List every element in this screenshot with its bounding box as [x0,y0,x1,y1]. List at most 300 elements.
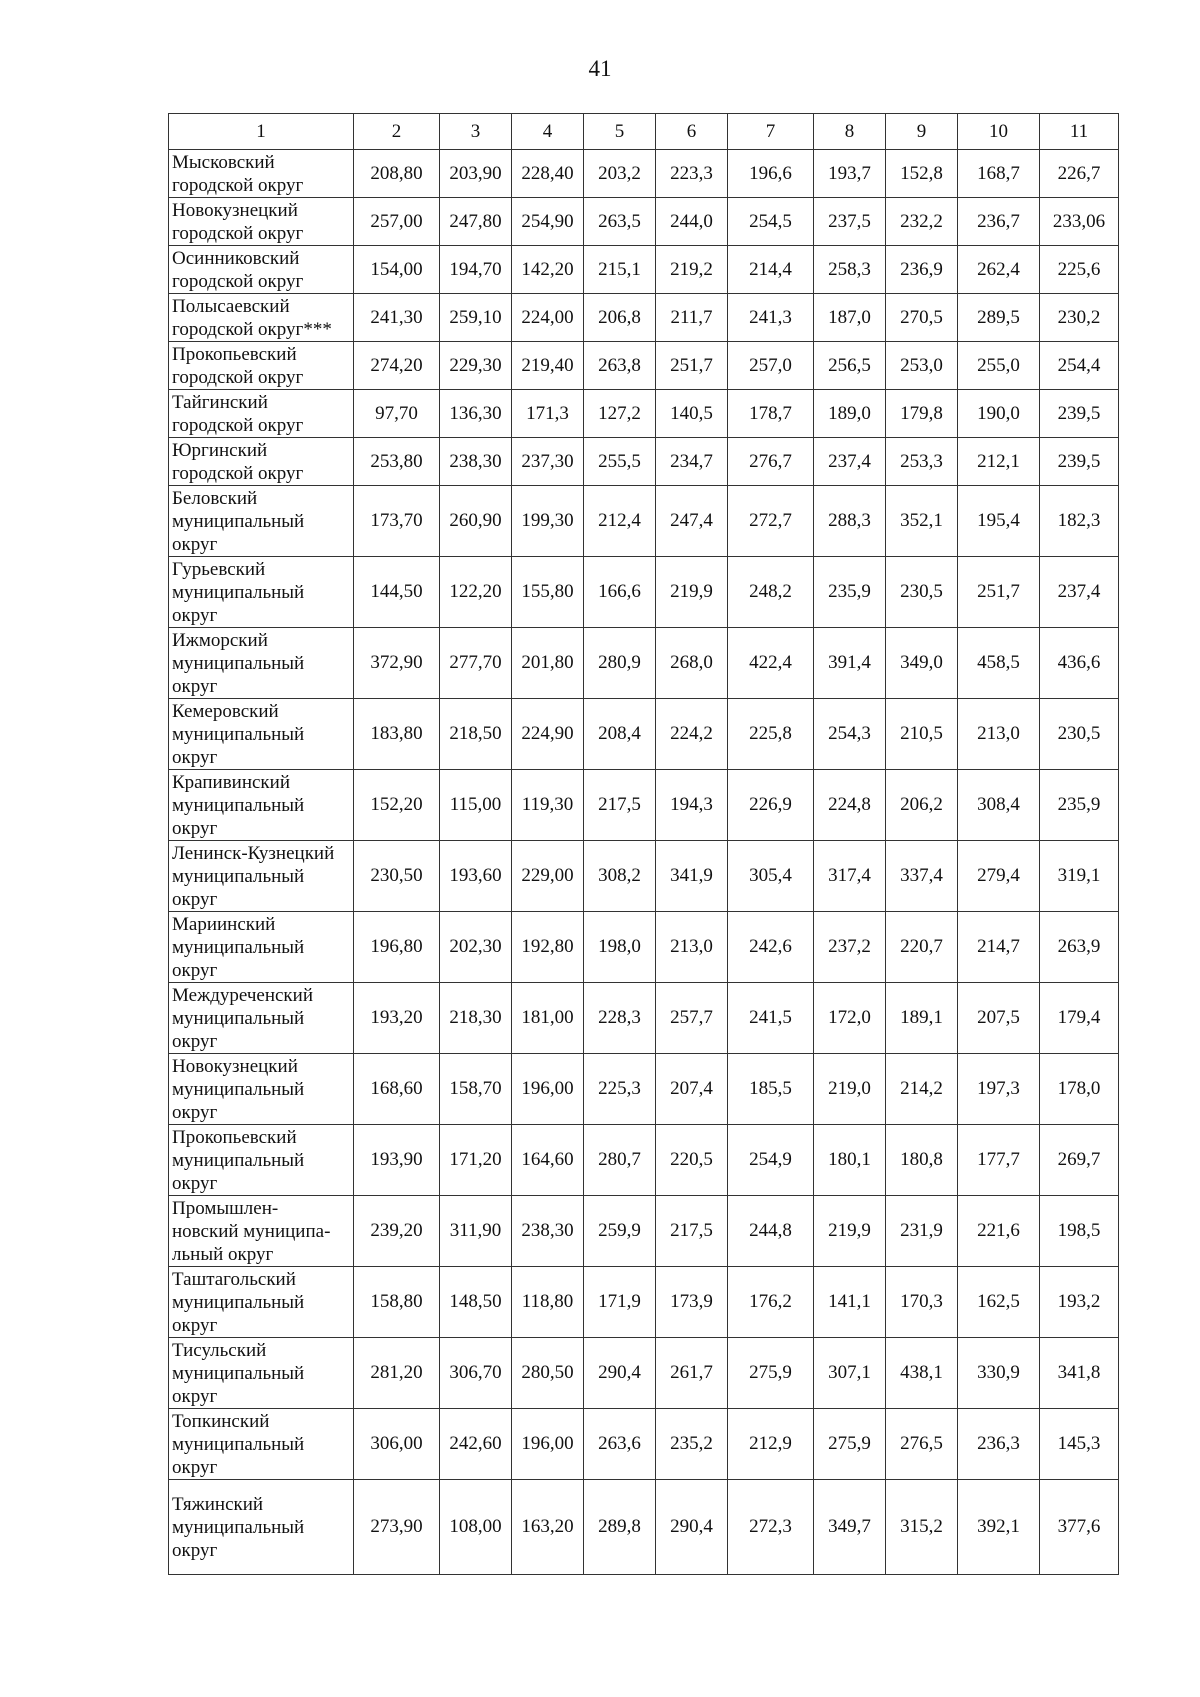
value-cell: 224,8 [814,770,886,841]
value-cell: 306,70 [440,1338,512,1409]
value-cell: 223,3 [656,150,728,198]
municipality-name-line: Тайгинский [172,391,268,413]
value-cell: 230,2 [1040,294,1119,342]
value-cell: 172,0 [814,983,886,1054]
value-cell: 189,1 [886,983,958,1054]
column-header: 6 [656,114,728,150]
value-cell: 198,0 [584,912,656,983]
value-cell: 436,6 [1040,628,1119,699]
municipality-name-cell [169,150,354,198]
column-header: 1 [169,114,354,150]
value-cell: 198,5 [1040,1196,1119,1267]
value-cell: 219,0 [814,1054,886,1125]
municipality-name-line: округ [172,888,218,910]
value-cell: 281,20 [354,1338,440,1409]
municipality-name-line: муниципальный [172,1433,305,1455]
value-cell: 247,4 [656,486,728,557]
value-cell: 257,00 [354,198,440,246]
municipality-name-line: муниципальный [172,1149,305,1171]
value-cell: 458,5 [958,628,1040,699]
value-cell: 239,5 [1040,438,1119,486]
value-cell: 253,3 [886,438,958,486]
value-cell: 206,8 [584,294,656,342]
value-cell: 290,4 [656,1480,728,1575]
value-cell: 251,7 [958,557,1040,628]
municipality-name-line: округ [172,1539,218,1561]
municipality-name-line: Ижморский [172,629,268,651]
value-cell: 269,7 [1040,1125,1119,1196]
value-cell: 237,2 [814,912,886,983]
value-cell: 276,7 [728,438,814,486]
value-cell: 183,80 [354,699,440,770]
municipality-name-cell [169,342,354,390]
value-cell: 220,7 [886,912,958,983]
municipality-name-line: Тисульский [172,1339,267,1361]
municipality-name-line: округ [172,533,218,555]
value-cell: 289,8 [584,1480,656,1575]
column-header: 3 [440,114,512,150]
municipality-name-line: Кемеровский [172,700,279,722]
value-cell: 206,2 [886,770,958,841]
value-cell: 118,80 [512,1267,584,1338]
column-header: 7 [728,114,814,150]
municipality-name-cell [169,390,354,438]
municipality-name-line: Беловский [172,487,258,509]
table-row [169,486,1119,557]
municipality-name-line: муниципальный [172,1078,305,1100]
municipality-name-line: муниципальный [172,794,305,816]
value-cell: 257,0 [728,342,814,390]
value-cell: 218,30 [440,983,512,1054]
municipality-name-line: Мариинский [172,913,276,935]
municipality-name-line: Новокузнецкий [172,1055,298,1077]
value-cell: 241,5 [728,983,814,1054]
value-cell: 176,2 [728,1267,814,1338]
municipality-name-cell [169,983,354,1054]
value-cell: 195,4 [958,486,1040,557]
value-cell: 180,8 [886,1125,958,1196]
value-cell: 119,30 [512,770,584,841]
value-cell: 201,80 [512,628,584,699]
value-cell: 196,80 [354,912,440,983]
value-cell: 163,20 [512,1480,584,1575]
municipality-name-line: муниципальный [172,1007,305,1029]
value-cell: 372,90 [354,628,440,699]
municipality-name-cell [169,1409,354,1480]
value-cell: 277,70 [440,628,512,699]
value-cell: 254,3 [814,699,886,770]
value-cell: 142,20 [512,246,584,294]
value-cell: 189,0 [814,390,886,438]
value-cell: 136,30 [440,390,512,438]
value-cell: 217,5 [584,770,656,841]
value-cell: 230,5 [1040,699,1119,770]
value-cell: 207,5 [958,983,1040,1054]
value-cell: 196,6 [728,150,814,198]
value-cell: 272,7 [728,486,814,557]
municipality-name-line: округ [172,1456,218,1478]
value-cell: 235,2 [656,1409,728,1480]
column-header: 4 [512,114,584,150]
municipality-name-cell [169,1054,354,1125]
value-cell: 258,3 [814,246,886,294]
table-row [169,1338,1119,1409]
municipality-name-line: Топкинский [172,1410,270,1432]
value-cell: 211,7 [656,294,728,342]
municipality-name-line: льный округ [172,1243,274,1265]
value-cell: 236,7 [958,198,1040,246]
value-cell: 168,7 [958,150,1040,198]
value-cell: 171,20 [440,1125,512,1196]
value-cell: 225,6 [1040,246,1119,294]
value-cell: 242,60 [440,1409,512,1480]
value-cell: 261,7 [656,1338,728,1409]
municipality-name-line: Прокопьевский [172,1126,297,1148]
value-cell: 239,20 [354,1196,440,1267]
municipality-name-cell [169,628,354,699]
municipality-name-cell [169,294,354,342]
value-cell: 213,0 [958,699,1040,770]
value-cell: 152,8 [886,150,958,198]
value-cell: 171,9 [584,1267,656,1338]
value-cell: 193,20 [354,983,440,1054]
value-cell: 263,6 [584,1409,656,1480]
value-cell: 190,0 [958,390,1040,438]
value-cell: 108,00 [440,1480,512,1575]
value-cell: 178,0 [1040,1054,1119,1125]
value-cell: 349,7 [814,1480,886,1575]
municipality-name-cell [169,1196,354,1267]
column-header: 8 [814,114,886,150]
value-cell: 274,20 [354,342,440,390]
value-cell: 280,50 [512,1338,584,1409]
value-cell: 263,9 [1040,912,1119,983]
value-cell: 196,00 [512,1409,584,1480]
value-cell: 229,30 [440,342,512,390]
value-cell: 279,4 [958,841,1040,912]
value-cell: 140,5 [656,390,728,438]
value-cell: 193,60 [440,841,512,912]
table-row [169,628,1119,699]
table-row [169,841,1119,912]
value-cell: 319,1 [1040,841,1119,912]
municipality-name-line: Новокузнецкий [172,199,298,221]
value-cell: 193,2 [1040,1267,1119,1338]
municipality-name-line: округ [172,1172,218,1194]
value-cell: 192,80 [512,912,584,983]
value-cell: 268,0 [656,628,728,699]
value-cell: 306,00 [354,1409,440,1480]
municipality-name-line: городской округ [172,270,304,292]
value-cell: 197,3 [958,1054,1040,1125]
table-row [169,557,1119,628]
value-cell: 236,9 [886,246,958,294]
value-cell: 158,80 [354,1267,440,1338]
table-row [169,150,1119,198]
municipality-name-cell [169,438,354,486]
value-cell: 171,3 [512,390,584,438]
municipality-name-line: Гурьевский [172,558,266,580]
value-cell: 228,3 [584,983,656,1054]
value-cell: 273,90 [354,1480,440,1575]
municipality-name-cell [169,912,354,983]
value-cell: 235,9 [1040,770,1119,841]
value-cell: 352,1 [886,486,958,557]
value-cell: 181,00 [512,983,584,1054]
column-header: 9 [886,114,958,150]
value-cell: 214,4 [728,246,814,294]
value-cell: 115,00 [440,770,512,841]
value-cell: 226,9 [728,770,814,841]
municipality-name-line: Ленинск-Кузнецкий [172,842,335,864]
value-cell: 178,7 [728,390,814,438]
value-cell: 248,2 [728,557,814,628]
value-cell: 247,80 [440,198,512,246]
municipality-name-line: Междуреченский [172,984,313,1006]
table-body [169,150,1119,1575]
value-cell: 315,2 [886,1480,958,1575]
value-cell: 288,3 [814,486,886,557]
municipality-name-line: Таштагольский [172,1268,296,1290]
value-cell: 272,3 [728,1480,814,1575]
value-cell: 255,0 [958,342,1040,390]
municipality-name-line: муниципальный [172,865,305,887]
value-cell: 224,90 [512,699,584,770]
table-row [169,983,1119,1054]
municipality-name-line: городской округ [172,222,304,244]
value-cell: 217,5 [656,1196,728,1267]
table-row [169,1054,1119,1125]
table-row [169,342,1119,390]
value-cell: 238,30 [512,1196,584,1267]
value-cell: 170,3 [886,1267,958,1338]
value-cell: 122,20 [440,557,512,628]
municipality-name-line: Крапивинский [172,771,290,793]
value-cell: 196,00 [512,1054,584,1125]
value-cell: 308,4 [958,770,1040,841]
value-cell: 213,0 [656,912,728,983]
value-cell: 177,7 [958,1125,1040,1196]
value-cell: 228,40 [512,150,584,198]
municipality-name-line: Полысаевский [172,295,290,317]
value-cell: 182,3 [1040,486,1119,557]
value-cell: 199,30 [512,486,584,557]
value-cell: 232,2 [886,198,958,246]
municipality-name-line: новский муниципа- [172,1220,331,1242]
value-cell: 254,90 [512,198,584,246]
value-cell: 210,5 [886,699,958,770]
municipality-name-cell [169,1125,354,1196]
value-cell: 220,5 [656,1125,728,1196]
value-cell: 317,4 [814,841,886,912]
value-cell: 244,8 [728,1196,814,1267]
table-row [169,912,1119,983]
value-cell: 97,70 [354,390,440,438]
value-cell: 341,9 [656,841,728,912]
value-cell: 251,7 [656,342,728,390]
value-cell: 259,9 [584,1196,656,1267]
value-cell: 289,5 [958,294,1040,342]
value-cell: 230,50 [354,841,440,912]
municipality-name-line: округ [172,675,218,697]
value-cell: 276,5 [886,1409,958,1480]
value-cell: 144,50 [354,557,440,628]
value-cell: 349,0 [886,628,958,699]
value-cell: 290,4 [584,1338,656,1409]
value-cell: 203,90 [440,150,512,198]
table-row [169,699,1119,770]
value-cell: 311,90 [440,1196,512,1267]
value-cell: 260,90 [440,486,512,557]
value-cell: 254,9 [728,1125,814,1196]
municipality-name-cell [169,699,354,770]
value-cell: 148,50 [440,1267,512,1338]
value-cell: 225,8 [728,699,814,770]
value-cell: 164,60 [512,1125,584,1196]
table-header-row [169,114,1119,150]
municipality-name-line: муниципальный [172,723,305,745]
value-cell: 235,9 [814,557,886,628]
municipality-name-cell [169,486,354,557]
value-cell: 194,70 [440,246,512,294]
value-cell: 219,40 [512,342,584,390]
statistics-table [168,113,1119,1575]
table-row [169,1267,1119,1338]
value-cell: 127,2 [584,390,656,438]
municipality-name-line: муниципальный [172,1291,305,1313]
value-cell: 218,50 [440,699,512,770]
municipality-name-line: городской округ [172,414,304,436]
value-cell: 152,20 [354,770,440,841]
value-cell: 241,30 [354,294,440,342]
value-cell: 270,5 [886,294,958,342]
table-row [169,390,1119,438]
value-cell: 237,30 [512,438,584,486]
municipality-name-line: округ [172,1314,218,1336]
municipality-name-line: округ [172,959,218,981]
value-cell: 234,7 [656,438,728,486]
value-cell: 237,5 [814,198,886,246]
municipality-name-line: городской округ [172,462,304,484]
value-cell: 203,2 [584,150,656,198]
value-cell: 255,5 [584,438,656,486]
municipality-name-line: муниципальный [172,936,305,958]
municipality-name-cell [169,246,354,294]
value-cell: 263,8 [584,342,656,390]
value-cell: 162,5 [958,1267,1040,1338]
table-row [169,1409,1119,1480]
municipality-name-line: Прокопьевский [172,343,297,365]
value-cell: 233,06 [1040,198,1119,246]
table-row [169,1125,1119,1196]
municipality-name-line: муниципальный [172,510,305,532]
value-cell: 154,00 [354,246,440,294]
municipality-name-line: городской округ*** [172,318,332,340]
column-header: 2 [354,114,440,150]
municipality-name-line: округ [172,817,218,839]
municipality-name-cell [169,557,354,628]
value-cell: 193,90 [354,1125,440,1196]
value-cell: 221,6 [958,1196,1040,1267]
municipality-name-line: округ [172,746,218,768]
table-row [169,438,1119,486]
value-cell: 173,70 [354,486,440,557]
value-cell: 219,9 [814,1196,886,1267]
municipality-name-cell [169,841,354,912]
value-cell: 237,4 [1040,557,1119,628]
value-cell: 215,1 [584,246,656,294]
value-cell: 239,5 [1040,390,1119,438]
value-cell: 212,9 [728,1409,814,1480]
value-cell: 166,6 [584,557,656,628]
municipality-name-line: округ [172,604,218,626]
municipality-name-line: округ [172,1101,218,1123]
municipality-name-line: городской округ [172,366,304,388]
value-cell: 193,7 [814,150,886,198]
municipality-name-line: Юргинский [172,439,268,461]
municipality-name-line: Мысковский [172,151,275,173]
value-cell: 253,0 [886,342,958,390]
column-header: 10 [958,114,1040,150]
municipality-name-line: муниципальный [172,1516,305,1538]
value-cell: 226,7 [1040,150,1119,198]
value-cell: 262,4 [958,246,1040,294]
value-cell: 185,5 [728,1054,814,1125]
value-cell: 254,5 [728,198,814,246]
value-cell: 208,4 [584,699,656,770]
value-cell: 208,80 [354,150,440,198]
municipality-name-cell [169,198,354,246]
value-cell: 212,4 [584,486,656,557]
value-cell: 263,5 [584,198,656,246]
municipality-name-cell [169,1338,354,1409]
value-cell: 212,1 [958,438,1040,486]
value-cell: 244,0 [656,198,728,246]
value-cell: 241,3 [728,294,814,342]
municipality-name-cell [169,770,354,841]
column-header: 5 [584,114,656,150]
column-header: 11 [1040,114,1119,150]
table-row [169,246,1119,294]
value-cell: 225,3 [584,1054,656,1125]
municipality-name-line: муниципальный [172,1362,305,1384]
value-cell: 341,8 [1040,1338,1119,1409]
municipality-name-line: Осинниковский [172,247,300,269]
value-cell: 253,80 [354,438,440,486]
value-cell: 229,00 [512,841,584,912]
municipality-name-line: городской округ [172,174,304,196]
value-cell: 254,4 [1040,342,1119,390]
value-cell: 224,2 [656,699,728,770]
value-cell: 230,5 [886,557,958,628]
value-cell: 187,0 [814,294,886,342]
value-cell: 237,4 [814,438,886,486]
value-cell: 308,2 [584,841,656,912]
municipality-name-line: округ [172,1030,218,1052]
municipality-name-line: Промышлен- [172,1197,279,1219]
municipality-name-cell [169,1480,354,1575]
value-cell: 337,4 [886,841,958,912]
value-cell: 158,70 [440,1054,512,1125]
value-cell: 224,00 [512,294,584,342]
table-row [169,294,1119,342]
value-cell: 275,9 [814,1409,886,1480]
value-cell: 214,7 [958,912,1040,983]
municipality-name-cell [169,1267,354,1338]
value-cell: 145,3 [1040,1409,1119,1480]
value-cell: 305,4 [728,841,814,912]
value-cell: 257,7 [656,983,728,1054]
